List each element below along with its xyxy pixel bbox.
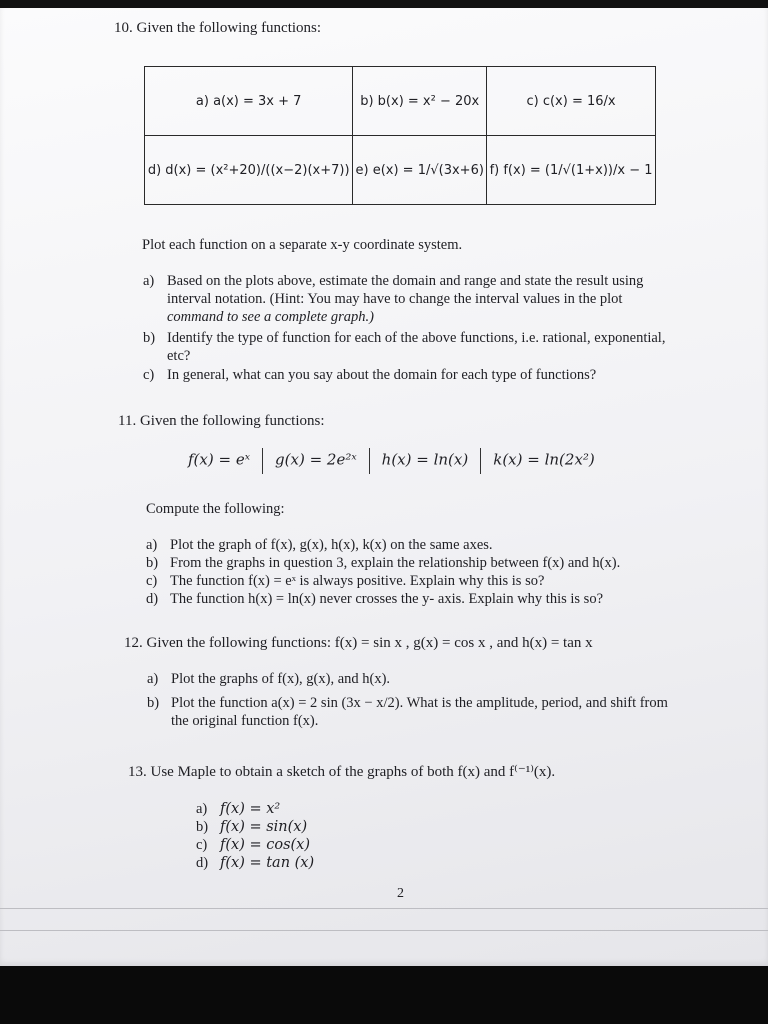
table-cell: b) b(x) = x² − 20x xyxy=(353,67,487,136)
table-cell: f) f(x) = (1/√(1+x))/x − 1 xyxy=(487,136,656,205)
q11-item-b xyxy=(146,554,620,572)
table-cell: c) c(x) = 16/x xyxy=(487,67,656,136)
q13-heading: 13. Use Maple to obtain a sketch of the graphs of both f(x) and f⁽⁻¹⁾(x). xyxy=(128,764,556,780)
function-k: k(x) = ln(2x²) xyxy=(493,450,595,469)
item-label: d) xyxy=(196,855,209,871)
item-line: Plot the graphs of f(x), g(x), and h(x). xyxy=(171,671,391,687)
q13-item-d xyxy=(196,854,314,872)
page-rule xyxy=(0,908,768,909)
item-text: The function f(x) = eˣ is always positive. Explain why this is so? xyxy=(170,573,545,589)
item-label: b) xyxy=(196,819,209,835)
q10-heading: 10. Given the following functions: xyxy=(114,20,322,36)
q12-heading: 12. Given the following functions: f(x) = sin x , g(x) = cos x , and h(x) = tan x xyxy=(124,635,593,651)
item-text: From the graphs in question 3, explain the relationship between f(x) and h(x). xyxy=(170,555,621,571)
photo-bottom-edge xyxy=(0,966,768,1024)
q11-item-a xyxy=(146,536,493,554)
item-line: interval notation. (Hint: You may have to change the interval values in the plot xyxy=(167,291,623,307)
divider xyxy=(369,448,370,474)
q12-item-b xyxy=(147,694,668,730)
item-text: Plot the graph of f(x), g(x), h(x), k(x) on the same axes. xyxy=(170,537,493,553)
item-label: a) xyxy=(147,671,159,687)
item-text: f(x) = x² xyxy=(220,801,281,817)
item-line: the original function f(x). xyxy=(171,713,319,729)
worksheet-page xyxy=(0,8,768,966)
function-h: h(x) = ln(x) xyxy=(381,450,469,469)
q10-item-b xyxy=(143,329,665,365)
item-line: etc? xyxy=(167,348,191,364)
table-row xyxy=(145,67,656,136)
q11-item-c xyxy=(146,572,544,590)
item-label: a) xyxy=(143,273,155,289)
item-label: b) xyxy=(146,555,159,571)
q10-item-c xyxy=(143,366,596,384)
item-label: c) xyxy=(143,367,155,383)
q11-function-list xyxy=(188,448,595,474)
item-label: a) xyxy=(146,537,158,553)
item-line: Based on the plots above, estimate the domain and range and state the result using xyxy=(167,273,644,289)
item-label: b) xyxy=(143,330,156,346)
item-line: Identify the type of function for each of the above functions, i.e. rational, exponential, xyxy=(167,330,666,346)
item-text: f(x) = tan (x) xyxy=(220,855,315,871)
q10-item-a xyxy=(143,272,643,326)
table-cell: a) a(x) = 3x + 7 xyxy=(145,67,353,136)
q10-function-table xyxy=(144,66,656,205)
page-number: 2 xyxy=(397,886,404,901)
q13-item-a xyxy=(196,800,280,818)
q13-item-b xyxy=(196,818,307,836)
item-line: command to see a complete graph.) xyxy=(167,309,374,325)
q11-compute-label: Compute the following: xyxy=(146,501,285,517)
item-label: c) xyxy=(196,837,208,853)
item-line: Plot the function a(x) = 2 sin (3x − x/2). What is the amplitude, period, and shift from xyxy=(171,695,668,711)
q11-heading: 11. Given the following functions: xyxy=(118,413,325,429)
table-cell: d) d(x) = (x²+20)/((x−2)(x+7)) xyxy=(145,136,353,205)
divider xyxy=(480,448,481,474)
page-rule xyxy=(0,930,768,931)
q12-item-a xyxy=(147,670,390,688)
item-text: The function h(x) = ln(x) never crosses the y- axis. Explain why this is so? xyxy=(170,591,604,607)
q10-instruction: Plot each function on a separate x-y coordinate system. xyxy=(142,237,463,253)
divider xyxy=(262,448,263,474)
function-f: f(x) = eˣ xyxy=(188,450,251,469)
table-cell: e) e(x) = 1/√(3x+6) xyxy=(353,136,487,205)
item-text: f(x) = cos(x) xyxy=(220,837,311,853)
q13-item-c xyxy=(196,836,310,854)
item-label: d) xyxy=(146,591,159,607)
q11-item-d xyxy=(146,590,603,608)
item-line: In general, what can you say about the domain for each type of functions? xyxy=(167,367,597,383)
item-label: c) xyxy=(146,573,158,589)
function-g: g(x) = 2e²ˣ xyxy=(275,450,357,469)
table-row xyxy=(145,136,656,205)
item-label: b) xyxy=(147,695,160,711)
item-label: a) xyxy=(196,801,208,817)
item-text: f(x) = sin(x) xyxy=(220,819,308,835)
